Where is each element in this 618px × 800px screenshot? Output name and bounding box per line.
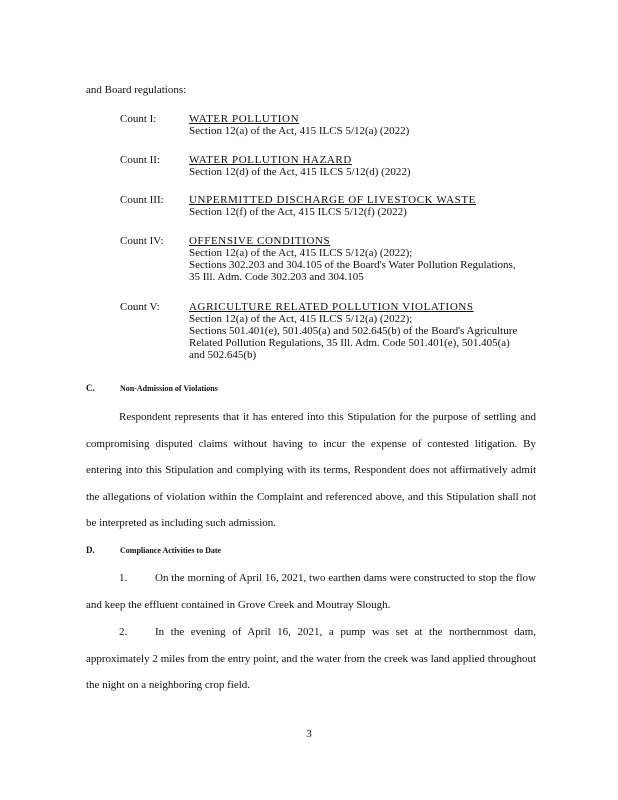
section-heading-d	[86, 545, 221, 555]
count-citation: Section 12(a) of the Act, 415 ILCS 5/12(a) (2022);	[189, 247, 413, 259]
section-heading-c	[86, 383, 218, 393]
paragraph-number: 1.	[119, 572, 128, 584]
intro-text: and Board regulations:	[86, 84, 187, 96]
count-citation: and 502.645(b)	[189, 349, 257, 361]
count-citation: Sections 302.203 and 304.105 of the Board's Water Pollution Regulations,	[189, 259, 516, 271]
section-letter: C.	[86, 383, 95, 393]
count-citation: Section 12(a) of the Act, 415 ILCS 5/12(a) (2022);	[189, 313, 413, 325]
count-label: Count IV:	[120, 235, 164, 247]
count-citation: Related Pollution Regulations, 35 Ill. Adm. Code 501.401(e), 501.405(a)	[189, 337, 510, 349]
count-citation: 35 Ill. Adm. Code 302.203 and 304.105	[189, 271, 364, 283]
numbered-paragraph	[86, 619, 536, 699]
count-label: Count II:	[120, 154, 161, 166]
non-admission-paragraph: Respondent represents that it has entered into this Stipulation for the purpose of settling and compromising disputed claims without having to incur the expense of contested litigation. By entering into this Stipulation and complying with its terms, Respondent does not affirmatively admit the allegations of violation within the Complaint and referenced above, and this Stipulation shall not be interpreted as including such admission.	[86, 411, 536, 529]
numbered-paragraph	[86, 565, 536, 618]
count-label: Count V:	[120, 301, 160, 313]
section-title: Compliance Activities to Date	[120, 546, 222, 555]
section-title: Non-Admission of Violations	[120, 384, 218, 393]
paragraph-text: On the morning of April 16, 2021, two earthen dams were constructed to stop the flow and keep the effluent contained in Grove Creek and Moutray Slough.	[86, 572, 536, 611]
count-title: OFFENSIVE CONDITIONS	[189, 235, 331, 247]
count-citation: Section 12(a) of the Act, 415 ILCS 5/12(a) (2022)	[189, 125, 410, 137]
section-letter: D.	[86, 545, 95, 555]
page-number: 3	[306, 728, 312, 740]
paragraph-number: 2.	[119, 626, 128, 638]
count-title: WATER POLLUTION	[189, 113, 300, 125]
count-title: WATER POLLUTION HAZARD	[189, 154, 352, 166]
count-citation: Sections 501.401(e), 501.405(a) and 502.645(b) of the Board's Agriculture	[189, 325, 518, 337]
count-title: AGRICULTURE RELATED POLLUTION VIOLATIONS	[189, 301, 474, 313]
count-citation: Section 12(d) of the Act, 415 ILCS 5/12(d) (2022)	[189, 166, 411, 178]
count-label: Count I:	[120, 113, 157, 125]
count-title: UNPERMITTED DISCHARGE OF LIVESTOCK WASTE	[189, 194, 476, 206]
count-citation: Section 12(f) of the Act, 415 ILCS 5/12(f) (2022)	[189, 206, 407, 218]
paragraph-text: In the evening of April 16, 2021, a pump was set at the northernmost dam, approximately 2 miles from the entry point, and the water from the creek was land applied throughout the night on a neighboring crop field.	[86, 626, 536, 691]
count-label: Count III:	[120, 194, 164, 206]
